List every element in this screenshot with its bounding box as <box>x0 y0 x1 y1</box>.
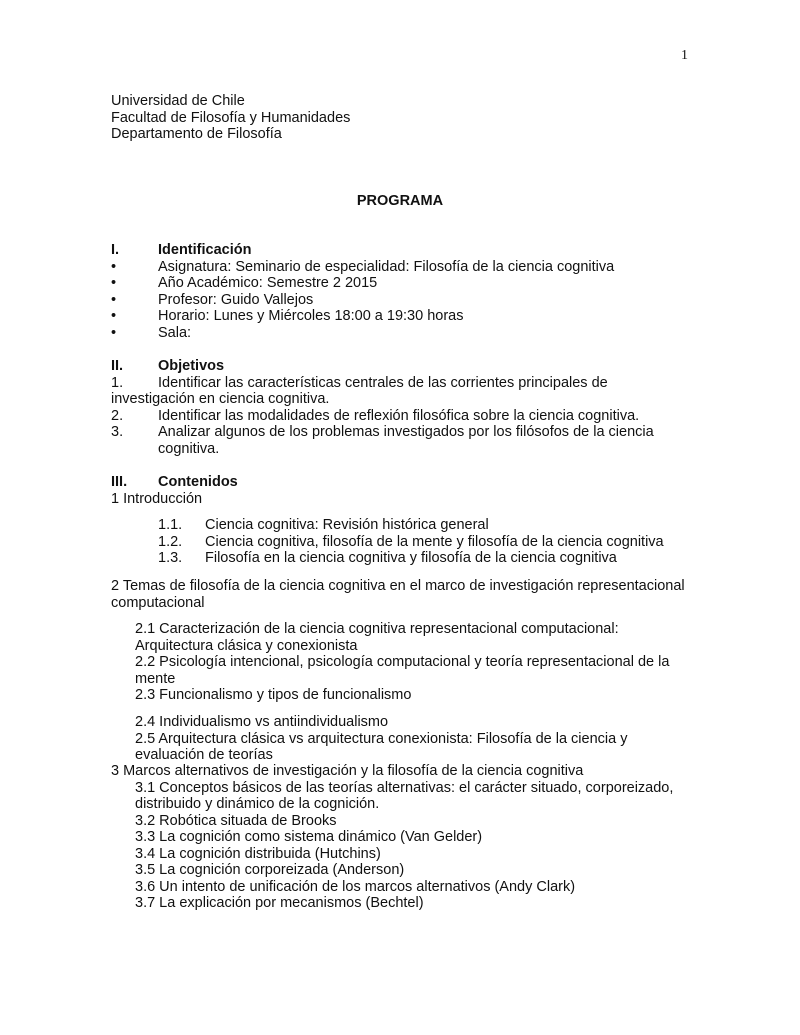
section-number: III. <box>111 474 128 490</box>
list-item: 3. Analizar algunos de los problemas investigados por los filósofos de la ciencia <box>111 424 654 440</box>
list-item: 1. Identificar las características centrales de las corrientes principales de <box>111 374 608 391</box>
bullet-icon: • <box>111 324 117 341</box>
section-number: I. <box>111 242 120 258</box>
list-item-continuation: investigación en ciencia cognitiva. <box>111 391 330 407</box>
list-item: 2.3 Funcionalismo y tipos de funcionalismo <box>135 687 412 703</box>
list-item: • Asignatura: Seminario de especialidad: Filosofía de la ciencia cognitiva <box>111 258 615 275</box>
list-item: 1.2. Ciencia cognitiva, filosofía de la mente y filosofía de la ciencia cognitiva <box>158 533 664 550</box>
list-item-continuation: evaluación de teorías <box>135 747 273 763</box>
list-item: • Año Académico: Semestre 2 2015 <box>111 275 378 291</box>
list-item: • Horario: Lunes y Miércoles 18:00 a 19:30 horas <box>111 308 464 324</box>
bullet-icon: • <box>111 275 117 291</box>
list-item-continuation: Arquitectura clásica y conexionista <box>135 637 358 654</box>
topic-3 <box>111 763 711 912</box>
topic-2-items-b <box>111 714 671 764</box>
list-item-continuation: cognitiva. <box>158 440 220 457</box>
list-item: 3.1 Conceptos básicos de las teorías alternativas: el carácter situado, corporeizado, <box>135 779 674 796</box>
list-item-continuation: mente <box>135 670 176 687</box>
list-item: 3.3 La cognición como sistema dinámico (Van Gelder) <box>135 829 483 845</box>
list-item: 3.2 Robótica situada de Brooks <box>135 812 337 829</box>
list-item: 2.5 Arquitectura clásica vs arquitectura conexionista: Filosofía de la ciencia y <box>135 730 628 747</box>
bullet-icon: • <box>111 308 117 324</box>
list-item: 2.4 Individualismo vs antiindividualismo <box>135 714 389 730</box>
topic-heading-continuation: computacional <box>111 594 205 611</box>
section-contenidos <box>111 474 711 507</box>
bullet-icon: • <box>111 258 117 275</box>
faculty-name: Facultad de Filosofía y Humanidades <box>111 109 351 126</box>
page-title: PROGRAMA <box>356 193 444 209</box>
list-item: 3.7 La explicación por mecanismos (Bechtel) <box>135 895 424 911</box>
list-item: • Sala: <box>111 324 192 341</box>
list-item: 1.3. Filosofía en la ciencia cognitiva y filosofía de la ciencia cognitiva <box>158 550 617 566</box>
list-item: 3.6 Un intento de unificación de los marcos alternativos (Andy Clark) <box>135 878 576 895</box>
topic-heading: 3 Marcos alternativos de investigación y la filosofía de la ciencia cognitiva <box>111 763 584 779</box>
university-name: Universidad de Chile <box>111 93 245 109</box>
topic-heading: 2 Temas de filosofía de la ciencia cognitiva en el marco de investigación representacional <box>111 578 685 594</box>
list-item: 1.1. Ciencia cognitiva: Revisión histórica general <box>158 517 489 533</box>
list-item: 2.2 Psicología intencional, psicología computacional y teoría representacional de la <box>135 654 670 670</box>
list-item: 3.5 La cognición corporeizada (Anderson) <box>135 862 405 878</box>
list-item: 3.4 La cognición distribuida (Hutchins) <box>135 845 381 862</box>
bullet-icon: • <box>111 291 117 308</box>
intro-subtopics <box>111 517 711 567</box>
topic-2-items-a <box>111 621 671 704</box>
section-heading: Identificación <box>158 242 252 258</box>
section-heading: Contenidos <box>158 474 238 490</box>
section-number: II. <box>111 358 124 374</box>
section-identificacion <box>111 242 701 341</box>
section-heading: Objetivos <box>158 358 225 374</box>
topic-2 <box>111 578 711 611</box>
list-item: 2.1 Caracterización de la ciencia cognitiva representacional computacional: <box>135 621 619 637</box>
department-name: Departamento de Filosofía <box>111 126 282 142</box>
list-item: • Profesor: Guido Vallejos <box>111 291 314 308</box>
page-number: 1 <box>681 48 688 63</box>
section-objetivos <box>111 358 701 457</box>
topic-heading: 1 Introducción <box>111 490 203 507</box>
institution-header <box>111 93 350 143</box>
list-item-continuation: distribuido y dinámico de la cognición. <box>135 796 380 812</box>
list-item: 2. Identificar las modalidades de reflexión filosófica sobre la ciencia cognitiva. <box>111 407 640 424</box>
